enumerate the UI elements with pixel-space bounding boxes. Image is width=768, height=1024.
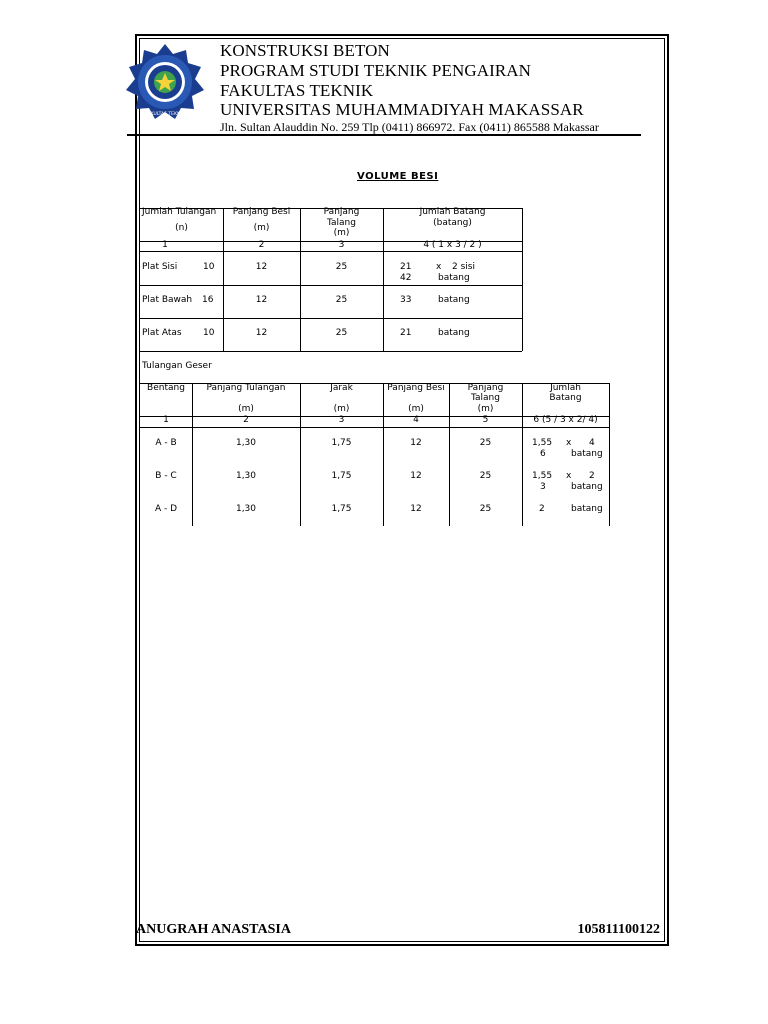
header-title-4: UNIVERSITAS MUHAMMADIYAH MAKASSAR [220, 100, 584, 119]
university-logo [120, 42, 210, 120]
t2-header-panjang: Panjang [467, 383, 504, 393]
footer-student-id: 105811100122 [577, 922, 660, 937]
t2-row2-op: x [566, 471, 572, 481]
t2-num-3: 3 [338, 415, 345, 425]
t1-row3-label: Plat Atas [142, 328, 182, 338]
t1-num-3: 3 [338, 240, 345, 250]
t2-num-4: 4 [413, 415, 419, 425]
t2-row1-unit: batang [571, 449, 603, 459]
t2-row2-factor: 2 [589, 471, 595, 481]
t2-header-talang: Talang [471, 393, 500, 403]
t2-header-panjang-besi-m: (m) [408, 404, 424, 414]
t2-row3-panjang-besi: 12 [410, 504, 422, 514]
t2-row3-unit: batang [571, 504, 603, 514]
t2-num-2: 2 [243, 415, 249, 425]
t1-header-jumlah-batang: Jumlah Batang [419, 207, 486, 217]
t1-row3-unit: batang [438, 328, 470, 338]
t1-row2-n: 16 [202, 295, 214, 305]
t2-row2-j1: 1,55 [532, 471, 553, 481]
t1-row3-panjang-talang: 25 [335, 328, 348, 338]
t1-header-m: (m) [253, 223, 270, 233]
t2-header-jarak-m: (m) [333, 404, 350, 414]
t1-header-batang: (batang) [433, 218, 472, 228]
header-address: Jln. Sultan Alauddin No. 259 Tlp (0411) 866972. Fax (0411) 865588 Makassar [220, 120, 599, 134]
t2-row2-jarak: 1,75 [331, 471, 352, 481]
t2-num-6: 6 (5 / 3 x 2/ 4) [533, 415, 598, 425]
t2-row3-j1: 2 [539, 504, 545, 514]
t1-header-n: (n) [175, 223, 188, 233]
t1-header-talang: Talang [327, 218, 356, 228]
t2-row2-panjang-tulangan: 1,30 [235, 471, 257, 481]
t2-row2-unit: batang [571, 482, 603, 492]
t2-num-1: 1 [163, 415, 169, 425]
t1-row3-n: 10 [203, 328, 215, 338]
t1-row2-unit: batang [438, 295, 470, 305]
t1-row2-jumlah-a: 33 [400, 295, 412, 305]
t1-header-panjang-besi: Panjang Besi [232, 207, 291, 217]
t1-row1-jumlah-a: 21 [400, 262, 412, 272]
t1-row1-unit: batang [438, 273, 470, 283]
t2-row1-factor: 4 [589, 438, 595, 448]
t2-header-panjang-besi: Panjang Besi [387, 383, 445, 393]
t1-row1-n: 10 [203, 262, 215, 272]
t2-header-jumlah: Jumlah [550, 383, 581, 393]
header-title-1: KONSTRUKSI BETON [220, 41, 390, 60]
t2-row1-j2: 6 [540, 449, 546, 459]
t2-row1-bentang: A - B [155, 438, 177, 448]
t1-num-4: 4 ( 1 x 3 / 2 ) [423, 240, 482, 250]
t2-row1-panjang-talang: 25 [479, 438, 492, 448]
page-title: VOLUME BESI [357, 171, 439, 182]
t2-row2-j2: 3 [540, 482, 546, 492]
t2-row2-bentang: B - C [155, 471, 177, 481]
t1-row2-panjang-besi: 12 [255, 295, 268, 305]
t2-row3-jarak: 1,75 [331, 504, 352, 514]
t1-row1-factor: 2 sisi [452, 262, 475, 272]
t1-row3-jumlah-a: 21 [400, 328, 412, 338]
t2-row3-bentang: A - D [154, 504, 178, 514]
t2-header-bentang: Bentang [147, 383, 185, 393]
t2-header-jarak: Jarak [330, 383, 353, 393]
t2-row3-panjang-tulangan: 1,30 [235, 504, 257, 514]
t2-row1-panjang-tulangan: 1,30 [235, 438, 257, 448]
t2-num-5: 5 [482, 415, 489, 425]
footer-author-name: ANUGRAH ANASTASIA [136, 922, 291, 937]
t1-row1-label: Plat Sisi [142, 262, 178, 272]
t1-num-2: 2 [258, 240, 265, 250]
header-title-2: PROGRAM STUDI TEKNIK PENGAIRAN [220, 61, 532, 80]
t1-row1-jumlah-b: 42 [400, 273, 412, 283]
section-tulangan-geser: Tulangan Geser [142, 361, 212, 371]
t2-row1-j1: 1,55 [532, 438, 553, 448]
t1-row1-panjang-besi: 12 [255, 262, 268, 272]
t2-row2-panjang-besi: 12 [410, 471, 422, 481]
t1-num-1: 1 [162, 240, 168, 250]
t2-header-batang: Batang [549, 393, 582, 403]
header-title-3: FAKULTAS TEKNIK [220, 81, 374, 100]
t2-row1-op: x [566, 438, 572, 448]
t2-row2-panjang-talang: 25 [479, 471, 492, 481]
t2-row3-panjang-talang: 25 [479, 504, 492, 514]
t1-row3-panjang-besi: 12 [255, 328, 268, 338]
t2-row1-jarak: 1,75 [331, 438, 352, 448]
t2-row1-panjang-besi: 12 [410, 438, 422, 448]
t1-header-panjang: Panjang [323, 207, 360, 217]
t2-header-talang-m: (m) [477, 404, 494, 414]
t2-header-panjang-tulangan: Panjang Tulangan [206, 383, 286, 393]
t1-row2-label: Plat Bawah [142, 295, 193, 305]
header-divider [127, 134, 641, 136]
t1-row1-op: x [436, 262, 442, 272]
t1-header-jumlah-tulangan: Jumlah Tulangan [142, 207, 217, 217]
svg-text:FAKULTAS TEKNIK: FAKULTAS TEKNIK [145, 112, 185, 117]
t1-row2-panjang-talang: 25 [335, 295, 348, 305]
t1-row1-panjang-talang: 25 [335, 262, 348, 272]
t1-header-talang-m: (m) [333, 228, 350, 238]
t2-header-panjang-tulangan-m: (m) [238, 404, 254, 414]
